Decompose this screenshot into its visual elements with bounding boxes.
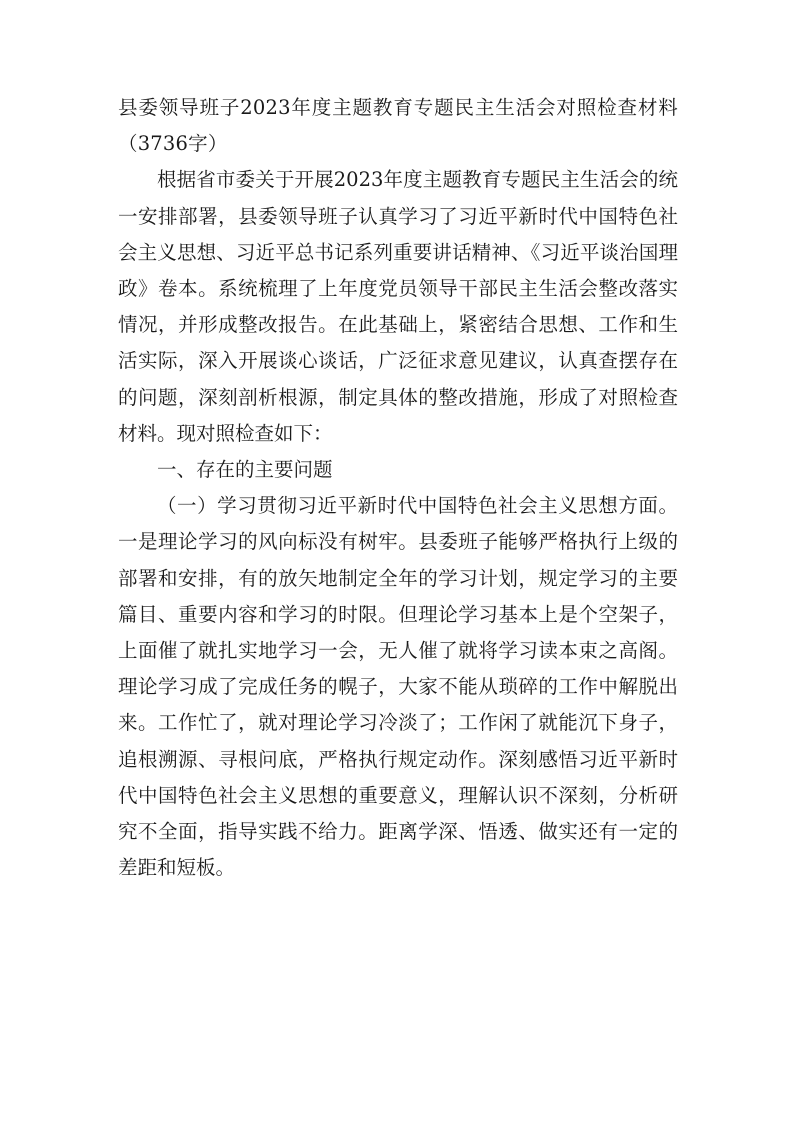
document-title: 县委领导班子2023年度主题教育专题民主生活会对照检查材料（3736字）: [118, 96, 678, 156]
document-body: [118, 90, 678, 886]
intro-paragraph: 根据省市委关于开展2023年度主题教育专题民主生活会的统一安排部署，县委领导班子认真学习了习近平新时代中国特色社会主义思想、习近平总书记系列重要讲话精神、《习近平谈治国理政》卷本。系统梳理了上年度党员领导干部民主生活会整改落实情况，并形成整改报告。在此基础上，紧密结合思想、工作和生活实际，深入开展谈心谈话，广泛征求意见建议，认真查摆存在的问题，深刻剖析根源，制定具体的整改措施，形成了对照检查材料。现对照检查如下：: [118, 168, 678, 445]
section-heading: 一、存在的主要问题: [157, 458, 333, 482]
body-paragraph: （一）学习贯彻习近平新时代中国特色社会主义思想方面。一是理论学习的风向标没有树牢。县委班子能够严格执行上级的部署和安排，有的放矢地制定全年的学习计划，规定学习的主要篇目、重要内容和学习的时限。但理论学习基本上是个空架子，上面催了就扎实地学习一会，无人催了就将学习读本束之高阁。理论学习成了完成任务的幌子，大家不能从琐碎的工作中解脱出来。工作忙了，就对理论学习冷淡了；工作闲了就能沉下身子，追根溯源、寻根问底，严格执行规定动作。深刻感悟习近平新时代中国特色社会主义思想的重要意义，理解认识不深刻，分析研究不全面，指导实践不给力。距离学深、悟透、做实还有一定的差距和短板。: [118, 494, 678, 880]
